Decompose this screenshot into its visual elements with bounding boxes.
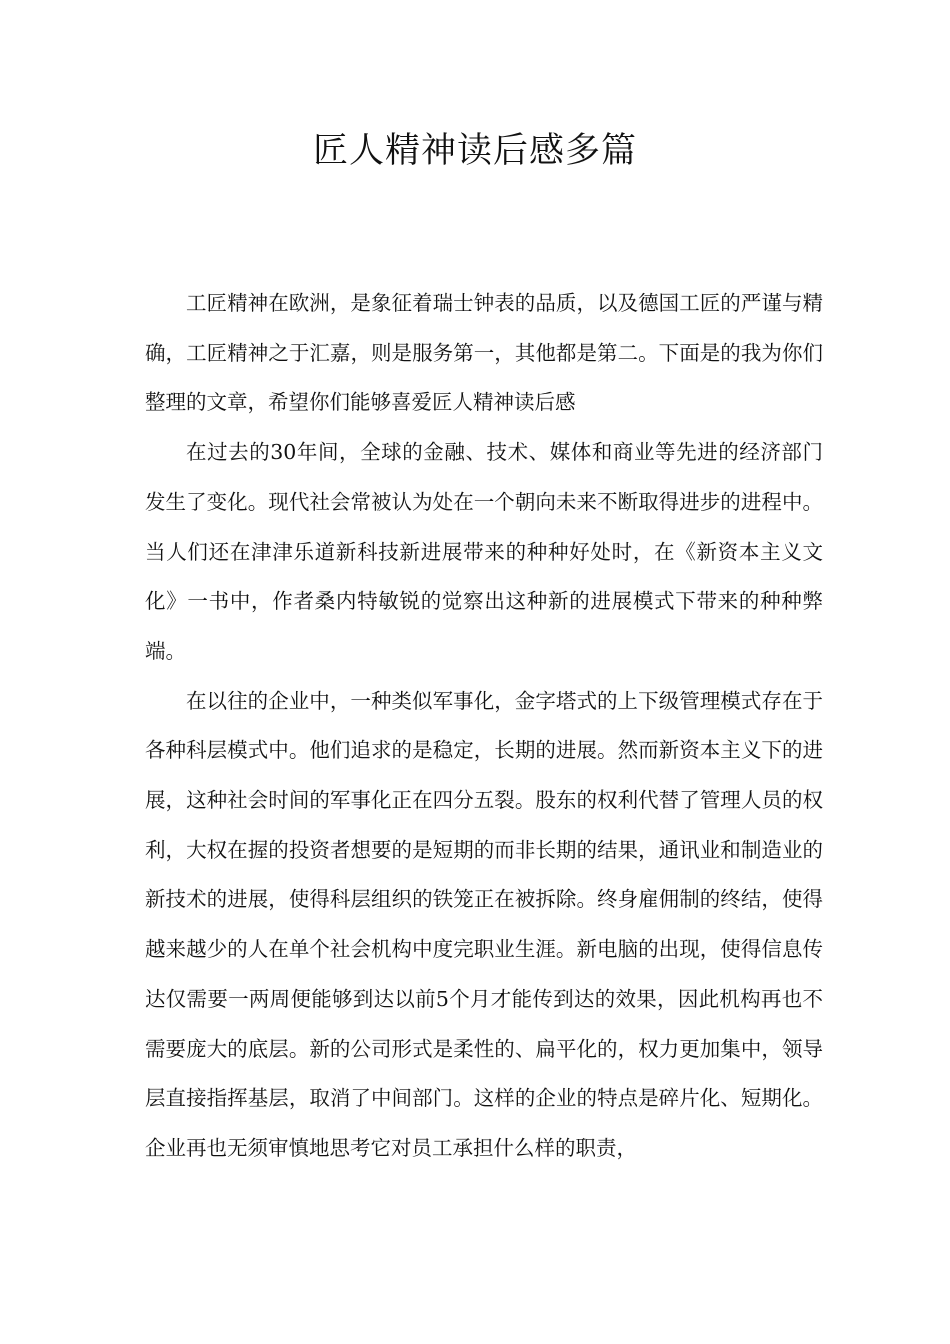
document-title: 匠人精神读后感多篇: [312, 131, 637, 171]
paragraph-analysis: 在以往的企业中，一种类似军事化，金字塔式的上下级管理模式存在于各种科层模式中。他们追求的是稳定，长期的进展。然而新资本主义下的进展，这种社会时间的军事化正在四分五裂。股东的权利代替了管理人员的权利，大权在握的投资者想要的是短期的而非长期的结果，通讯业和制造业的新技术的进展，使得科层组织的铁笼正在被拆除。终身雇佣制的终结，使得越来越少的人在单个社会机构中度完职业生涯。新电脑的出现，使得信息传达仅需要一两周便能够到达以前5个月才能传到达的效果，因此机构再也不需要庞大的底层。新的公司形式是柔性的、扁平化的，权力更加集中，领导层直接指挥基层，取消了中间部门。这样的企业的特点是碎片化、短期化。企业再也无须审慎地思考它对员工承担什么样的职责，: [145, 688, 823, 1160]
paragraph-intro: 工匠精神在欧洲，是象征着瑞士钟表的品质，以及德国工匠的严谨与精确，工匠精神之于汇嘉，则是服务第一，其他都是第二。下面是的我为你们整理的文章，希望你们能够喜爱匠人精神读后感: [145, 291, 823, 415]
document-body: [145, 279, 823, 1174]
paragraph-background: 在过去的30年间，全球的金融、技术、媒体和商业等先进的经济部门发生了变化。现代社会常被认为处在一个朝向未来不断取得进步的进程中。当人们还在津津乐道新科技新进展带来的种种好处时，在《新资本主义文化》一书中，作者桑内特敏锐的觉察出这种新的进展模式下带来的种种弊端。: [145, 440, 823, 663]
